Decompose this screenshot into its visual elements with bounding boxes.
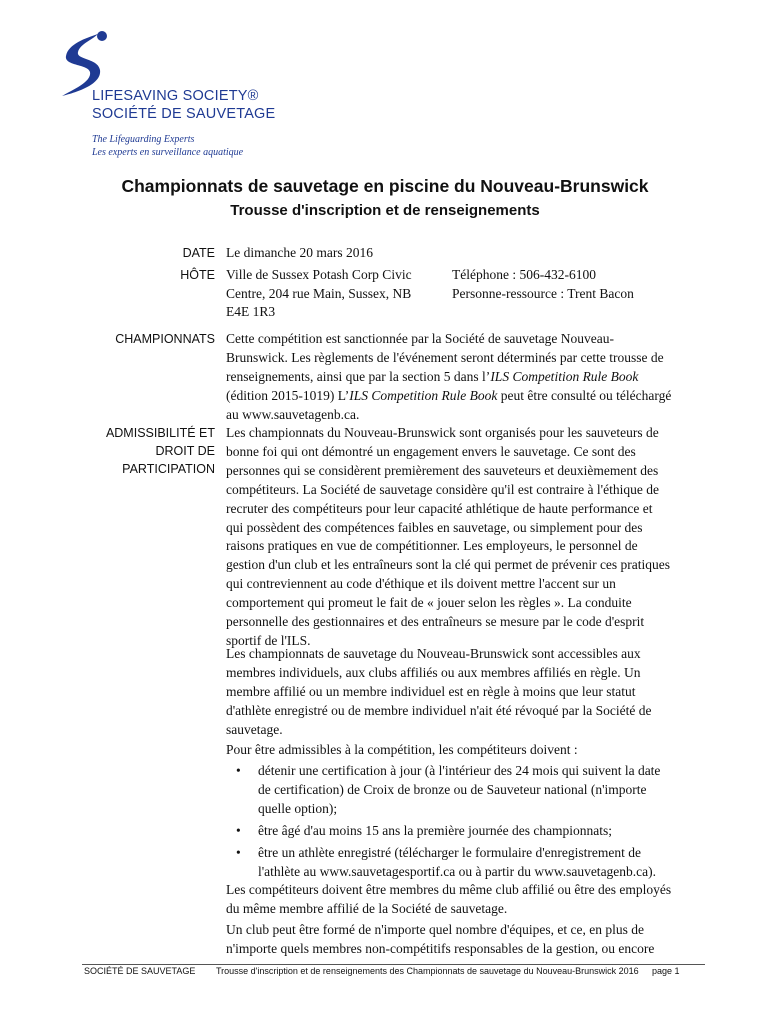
championships-text-part2: (édition 2015-1019) L’ — [226, 387, 350, 403]
list-item-text: être âgé d'au moins 15 ans la première journée des championnats; — [258, 822, 613, 838]
host-label: HÔTE — [180, 268, 215, 282]
list-item — [226, 844, 673, 882]
eligibility-label-line-3: PARTICIPATION — [122, 462, 215, 476]
eligibility-paragraph-2-text: Les championnats de sauvetage du Nouveau-Brunswick sont accessibles aux membres individuels, aux clubs affiliés ou aux membres affiliés en règle. Un membre affilié ou un membre individuel est en règle à moins que leur statut d'athlète enregistré ou de membre individuel n'ait été révoqué par la Société de sauvetage. — [226, 646, 652, 737]
society-logo — [52, 30, 276, 165]
logo-name-english: LIFESAVING SOCIETY® — [92, 88, 259, 104]
host-address-line-1: Ville de Sussex Potash Corp Civic — [226, 267, 412, 282]
host-contact: Personne-ressource : Trent Bacon — [452, 285, 634, 301]
eligibility-paragraph-1-text: Les championnats du Nouveau-Brunswick sont organisés pour les sauveteurs de bonne foi qui ont démontré un engagement envers le sauvetage. Ce sont des personnes qui se considèrent premièrement des sauveteurs et deuxièmement des compétiteurs. La Société de sauvetage considère qu'il est contraire à l'éthique de recruter des compétiteurs pour leur capacité athlétique de haute performance et qui possèdent des compétences faibles en sauvetage, ou simplement pour des raisons pratiques en vue de compétitionner. Les employeurs, le personnel de gestion d'un club et les entraîneurs sont la clé qui permet de prévenir ces pratiques qui contreviennent au code d'éthique et ils doivent mettre l'accent sur un comportement qui promeut le fait de « jouer selon les règles ». La conduite personnelle des gestionnaires et des entraîneurs se mesure par le code d'esprit sportif de l'ILS. — [226, 425, 671, 648]
date-label: DATE — [182, 246, 215, 260]
ils-rule-book-ref-2: ILS Competition Rule Book — [349, 387, 498, 403]
bullet-icon: • — [236, 822, 241, 838]
eligibility-paragraph-4-text: Un club peut être formé de n'importe quel nombre d'équipes, et ce, en plus de n'importe quels membres non-compétitifs responsables de la gestion, ou encore — [226, 922, 655, 956]
eligibility-intro-text: Pour être admissibles à la compétition, les compétiteurs doivent : — [226, 742, 578, 757]
bullet-icon: • — [236, 844, 241, 860]
host-address-line-2: Centre, 204 rue Main, Sussex, NB — [226, 285, 412, 301]
footer-document-title: Trousse d'inscription et de renseignements des Championnats de sauvetage du Nouveau-Brunswick 2016 — [216, 966, 639, 976]
eligibility-label-line-1: ADMISSIBILITÉ ET — [105, 426, 215, 440]
eligibility-paragraph-1 — [226, 424, 673, 651]
ils-rule-book-ref-1: ILS Competition Rule Book — [490, 368, 639, 384]
document-subtitle: Trousse d'inscription et de renseignements — [230, 202, 540, 219]
eligibility-paragraph-4 — [226, 921, 673, 959]
list-item — [226, 822, 673, 841]
bullet-icon: • — [236, 763, 241, 778]
list-item — [226, 762, 673, 819]
eligibility-requirements-list — [226, 762, 673, 884]
championships-label: CHAMPIONNATS — [115, 332, 215, 346]
championships-text-part1: Cette compétition est sanctionnée par la Société de sauvetage Nouveau-Brunswick. Les règlements de l'événement seront déterminés par cette trousse de renseignements, ainsi que par la section 5 dans l’ — [226, 331, 664, 384]
championships-paragraph — [226, 330, 673, 425]
date-value: Le dimanche 20 mars 2016 — [226, 245, 373, 260]
eligibility-paragraph-3-text: Les compétiteurs doivent être membres du même club affilié ou être des employés du même membre affilié de la Société de sauvetage. — [226, 882, 672, 916]
list-item-text: être un athlète enregistré (télécharger le formulaire d'enregistrement de l'athlète au www.sauvetagesportif.ca ou à partir du www.sauvetagenb.ca). — [258, 844, 657, 879]
logo-name-french: SOCIÉTÉ DE SAUVETAGE — [92, 106, 276, 122]
eligibility-intro — [226, 741, 673, 760]
eligibility-paragraph-2 — [226, 645, 673, 740]
eligibility-paragraph-3 — [226, 881, 673, 919]
championships-text-part3: peut être consulté ou téléchargé au www.sauvetagenb.ca. — [226, 387, 672, 422]
logo-tagline-english: The Lifeguarding Experts — [92, 134, 195, 145]
document-title: Championnats de sauvetage en piscine du Nouveau-Brunswick — [121, 176, 649, 196]
host-address-line-3: E4E 1R3 — [226, 304, 276, 319]
footer-page-number: page 1 — [652, 966, 680, 976]
eligibility-label-line-2: DROIT DE — [155, 444, 215, 458]
footer-organization: SOCIÉTÉ DE SAUVETAGE — [84, 966, 196, 976]
footer-divider — [82, 964, 705, 965]
list-item-text: détenir une certification à jour (à l'intérieur des 24 mois qui suivent la date de certification) de Croix de bronze ou de Sauveteur national (n'importe quelle option); — [258, 763, 661, 816]
host-phone: Téléphone : 506-432-6100 — [452, 267, 596, 282]
logo-tagline-french: Les experts en surveillance aquatique — [92, 147, 244, 158]
